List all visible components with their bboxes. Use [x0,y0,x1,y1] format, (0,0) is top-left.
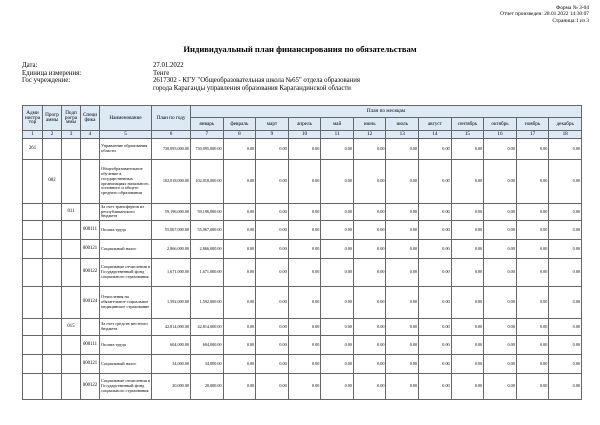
month-cell: 0.00 [353,160,386,204]
table-row [23,259,582,287]
form-number: Форма № 3-04 [555,5,589,11]
month-cell-january: 1,671,000.00 [191,259,224,287]
year-plan-cell: 55,067,000.00 [152,221,191,240]
month-cell: 0.00 [549,374,582,400]
table-row [23,139,582,160]
month-cell: 0.00 [223,287,256,319]
admin-cell: 261 [23,139,43,160]
specifics-cell: 000124 [81,287,100,319]
month-cell: 0.00 [549,240,582,259]
month-cell: 0.00 [484,336,517,355]
month-cell: 0.00 [386,287,419,319]
subprogram-cell [62,160,81,204]
month-cell: 0.00 [419,336,452,355]
month-cell: 0.00 [549,319,582,336]
month-cell: 0.00 [549,204,582,221]
month-cell: 0.00 [419,259,452,287]
month-cell-january: 20,000.00 [191,374,224,400]
name-cell: Оплата труда [100,336,152,355]
month-cell-january: 604,000.00 [191,336,224,355]
month-header: декабрь [549,118,582,131]
year-plan-cell: 42,814,000.00 [152,319,191,336]
table-row [23,287,582,319]
month-cell: 0.00 [223,336,256,355]
month-cell: 0.00 [321,287,354,319]
table-row [23,355,582,374]
specifics-cell: 000122 [81,374,100,400]
header-year-plan: План по году [152,106,191,131]
year-plan-cell: 1,592,000.00 [152,287,191,319]
month-cell: 0.00 [321,160,354,204]
month-cell: 0.00 [223,160,256,204]
month-cell: 0.00 [288,160,321,204]
month-cell: 0.00 [223,139,256,160]
month-cell: 0.00 [288,355,321,374]
header-admin: Адми нистра тор [23,106,43,131]
subprogram-cell [62,374,81,400]
column-number: 1 [23,131,43,139]
month-cell: 0.00 [256,204,289,221]
program-cell [43,319,62,336]
page-counter: Страница:1 из 3 [552,17,589,24]
specifics-cell: 000121 [81,240,100,259]
name-cell: Общеобразовательное обучение в государственных организациях начального, основного и общего среднего образования [100,160,152,204]
admin-cell [23,319,43,336]
month-header: февраль [223,118,256,131]
admin-cell [23,221,43,240]
admin-cell [23,240,43,259]
month-header: октябрь [484,118,517,131]
header-subprogram: Подп рогра ммы [62,106,81,131]
subprogram-cell [62,240,81,259]
month-cell: 0.00 [353,204,386,221]
financing-plan-table [22,105,582,400]
month-cell: 0.00 [451,240,484,259]
month-cell: 0.00 [451,160,484,204]
month-cell: 0.00 [419,221,452,240]
month-cell: 0.00 [256,287,289,319]
table-row [23,160,582,204]
month-cell: 0.00 [256,240,289,259]
month-header: январь [191,118,224,131]
name-cell: За счет средств местного бюджета [100,319,152,336]
subprogram-cell [62,355,81,374]
column-number: 9 [256,131,289,139]
month-cell: 0.00 [256,355,289,374]
month-cell: 0.00 [386,204,419,221]
month-cell: 0.00 [321,336,354,355]
month-cell: 0.00 [386,139,419,160]
month-cell: 0.00 [256,336,289,355]
month-header: апрель [288,118,321,131]
month-cell: 0.00 [516,259,549,287]
month-cell: 0.00 [386,221,419,240]
program-cell [43,355,62,374]
table-row [23,240,582,259]
month-cell: 0.00 [256,160,289,204]
month-cell: 0.00 [516,355,549,374]
month-cell: 0.00 [353,221,386,240]
month-cell: 0.00 [516,160,549,204]
month-cell: 0.00 [484,221,517,240]
specifics-cell [81,139,100,160]
month-cell: 0.00 [256,139,289,160]
month-cell: 0.00 [223,374,256,400]
month-cell: 0.00 [386,336,419,355]
month-cell: 0.00 [516,240,549,259]
month-cell: 0.00 [223,319,256,336]
admin-cell [23,374,43,400]
month-cell: 0.00 [549,160,582,204]
month-cell: 0.00 [256,374,289,400]
month-cell: 0.00 [484,287,517,319]
month-cell: 0.00 [353,319,386,336]
month-cell-january: 1,592,000.00 [191,287,224,319]
month-cell: 0.00 [288,259,321,287]
report-produced: Отчет произведен: 28.01.2022 14:30:07 [500,11,589,18]
program-cell [43,374,62,400]
name-cell: За счет трансфертов из республиканского бюджета [100,204,152,221]
column-number: 10 [288,131,321,139]
month-cell: 0.00 [288,221,321,240]
column-number: 3 [62,131,81,139]
admin-cell [23,204,43,221]
report-meta [500,5,589,24]
month-cell: 0.00 [321,355,354,374]
month-cell: 0.00 [419,240,452,259]
month-cell: 0.00 [386,240,419,259]
month-cell: 0.00 [223,355,256,374]
program-cell [43,240,62,259]
specifics-cell: 000111 [81,336,100,355]
month-cell-january: 42,814,000.00 [191,319,224,336]
month-cell: 0.00 [288,204,321,221]
month-cell: 0.00 [419,355,452,374]
month-cell-january: 102,018,000.00 [191,160,224,204]
subprogram-cell [62,287,81,319]
table-row [23,221,582,240]
month-cell: 0.00 [223,240,256,259]
subprogram-cell [62,221,81,240]
month-cell: 0.00 [549,139,582,160]
table-row [23,374,582,400]
month-cell: 0.00 [386,355,419,374]
month-header: май [321,118,354,131]
institution-value-line2: города Караганды управления образования Карагандинской области [153,84,351,92]
month-cell-january: 730,095,000.00 [191,139,224,160]
admin-cell [23,355,43,374]
month-cell: 0.00 [549,336,582,355]
column-number: 6 [152,131,191,139]
admin-cell [23,160,43,204]
month-cell: 0.00 [386,319,419,336]
unit-value: Тенге [153,69,170,77]
month-cell: 0.00 [484,160,517,204]
year-plan-cell: 1,671,000.00 [152,259,191,287]
column-number: 4 [81,131,100,139]
year-plan-cell: 604,000.00 [152,336,191,355]
name-cell: Социальные отчисления в Государственный фонд социального страхования [100,259,152,287]
column-number: 16 [484,131,517,139]
month-cell: 0.00 [516,221,549,240]
month-cell: 0.00 [353,374,386,400]
month-cell: 0.00 [419,139,452,160]
program-cell [43,259,62,287]
month-cell: 0.00 [288,336,321,355]
month-cell: 0.00 [549,221,582,240]
month-cell: 0.00 [386,160,419,204]
month-cell: 0.00 [484,240,517,259]
year-plan-cell: 102,018,000.00 [152,160,191,204]
month-cell: 0.00 [353,355,386,374]
month-cell: 0.00 [353,139,386,160]
month-cell: 0.00 [484,259,517,287]
month-cell: 0.00 [484,139,517,160]
month-cell: 0.00 [549,259,582,287]
month-cell: 0.00 [321,374,354,400]
month-cell: 0.00 [288,240,321,259]
admin-cell [23,336,43,355]
month-header: сентябрь [451,118,484,131]
month-cell: 0.00 [321,259,354,287]
table-row [23,204,582,221]
month-cell: 0.00 [549,355,582,374]
column-number: 2 [43,131,62,139]
column-number: 5 [100,131,152,139]
month-header: июнь [353,118,386,131]
specifics-cell: 000121 [81,355,100,374]
month-cell: 0.00 [516,374,549,400]
column-number: 12 [353,131,386,139]
month-cell: 0.00 [484,204,517,221]
name-cell: Социальный налог [100,355,152,374]
specifics-cell [81,204,100,221]
month-cell: 0.00 [451,287,484,319]
month-cell: 0.00 [419,319,452,336]
month-cell: 0.00 [451,374,484,400]
subprogram-cell: 015 [62,319,81,336]
month-cell: 0.00 [451,204,484,221]
month-cell: 0.00 [353,259,386,287]
column-number: 18 [549,131,582,139]
date-label: Дата: [22,62,38,69]
month-cell: 0.00 [321,204,354,221]
month-cell: 0.00 [223,204,256,221]
table-row [23,336,582,355]
header-program: Прогр аммы [43,106,62,131]
column-number: 11 [321,131,354,139]
specifics-cell [81,319,100,336]
month-header: июль [386,118,419,131]
month-cell: 0.00 [516,139,549,160]
column-number: 14 [419,131,452,139]
month-cell: 0.00 [256,221,289,240]
month-cell: 0.00 [516,336,549,355]
specifics-cell: 000111 [81,221,100,240]
month-cell: 0.00 [321,240,354,259]
month-cell: 0.00 [288,139,321,160]
month-cell: 0.00 [484,355,517,374]
year-plan-cell: 730,095,000.00 [152,139,191,160]
month-cell: 0.00 [288,374,321,400]
program-cell [43,336,62,355]
month-cell: 0.00 [419,160,452,204]
admin-cell [23,259,43,287]
month-cell: 0.00 [321,319,354,336]
month-cell: 0.00 [516,319,549,336]
month-cell: 0.00 [288,287,321,319]
table-row [23,319,582,336]
month-cell: 0.00 [419,204,452,221]
name-cell: Управление образования области [100,139,152,160]
unit-label: Единица измерения: [22,69,82,77]
column-number: 8 [223,131,256,139]
month-cell: 0.00 [451,139,484,160]
program-cell [43,221,62,240]
month-cell: 0.00 [516,204,549,221]
column-number: 7 [191,131,224,139]
month-cell-january: 34,000.00 [191,355,224,374]
institution-value-line1: 2617302 - КГУ "Общеобразовательная школа №65" отдела образования [153,77,361,85]
name-cell: Отчисления на обязательное социальное медицинское страхование [100,287,152,319]
header-specifics: Специ фика [81,106,100,131]
month-header: август [419,118,452,131]
column-number: 15 [451,131,484,139]
month-cell: 0.00 [451,221,484,240]
month-cell: 0.00 [484,374,517,400]
column-number: 13 [386,131,419,139]
month-cell: 0.00 [223,259,256,287]
month-header: март [256,118,289,131]
month-cell: 0.00 [321,221,354,240]
month-cell: 0.00 [419,374,452,400]
month-cell-january: 2,866,000.00 [191,240,224,259]
year-plan-cell: 2,866,000.00 [152,240,191,259]
month-cell-january: 59,196,000.00 [191,204,224,221]
year-plan-cell: 20,000.00 [152,374,191,400]
month-cell: 0.00 [353,336,386,355]
specifics-cell: 000122 [81,259,100,287]
subprogram-cell: 011 [62,204,81,221]
month-cell: 0.00 [451,319,484,336]
program-cell [43,139,62,160]
month-cell: 0.00 [386,259,419,287]
month-cell: 0.00 [288,319,321,336]
month-cell: 0.00 [223,221,256,240]
month-cell: 0.00 [256,319,289,336]
month-cell: 0.00 [353,240,386,259]
date-value: 27.01.2022 [153,62,184,69]
specifics-cell [81,160,100,204]
month-cell: 0.00 [451,336,484,355]
name-cell: Социальные отчисления в Государственный фонд социального страхования [100,374,152,400]
month-cell: 0.00 [451,355,484,374]
month-cell-january: 55,067,000.00 [191,221,224,240]
month-cell: 0.00 [419,287,452,319]
admin-cell [23,287,43,319]
column-number: 17 [516,131,549,139]
month-cell: 0.00 [451,259,484,287]
month-header: ноябрь [516,118,549,131]
name-cell: Оплата труда [100,221,152,240]
month-cell: 0.00 [386,374,419,400]
program-cell: 082 [43,160,62,204]
month-cell: 0.00 [549,287,582,319]
subprogram-cell [62,259,81,287]
institution-label: Гос учреждение: [22,77,71,85]
subprogram-cell [62,139,81,160]
program-cell [43,287,62,319]
document-title: Индивидуальный план финансирования по обязательствам [183,44,417,54]
month-cell: 0.00 [353,287,386,319]
month-cell: 0.00 [484,319,517,336]
header-monthly-plan: План по месяцам [191,106,582,118]
program-cell [43,204,62,221]
year-plan-cell: 34,000.00 [152,355,191,374]
year-plan-cell: 59,196,000.00 [152,204,191,221]
month-cell: 0.00 [321,139,354,160]
header-name: Наименование [100,106,152,131]
subprogram-cell [62,336,81,355]
name-cell: Социальный налог [100,240,152,259]
month-cell: 0.00 [516,287,549,319]
month-cell: 0.00 [256,259,289,287]
